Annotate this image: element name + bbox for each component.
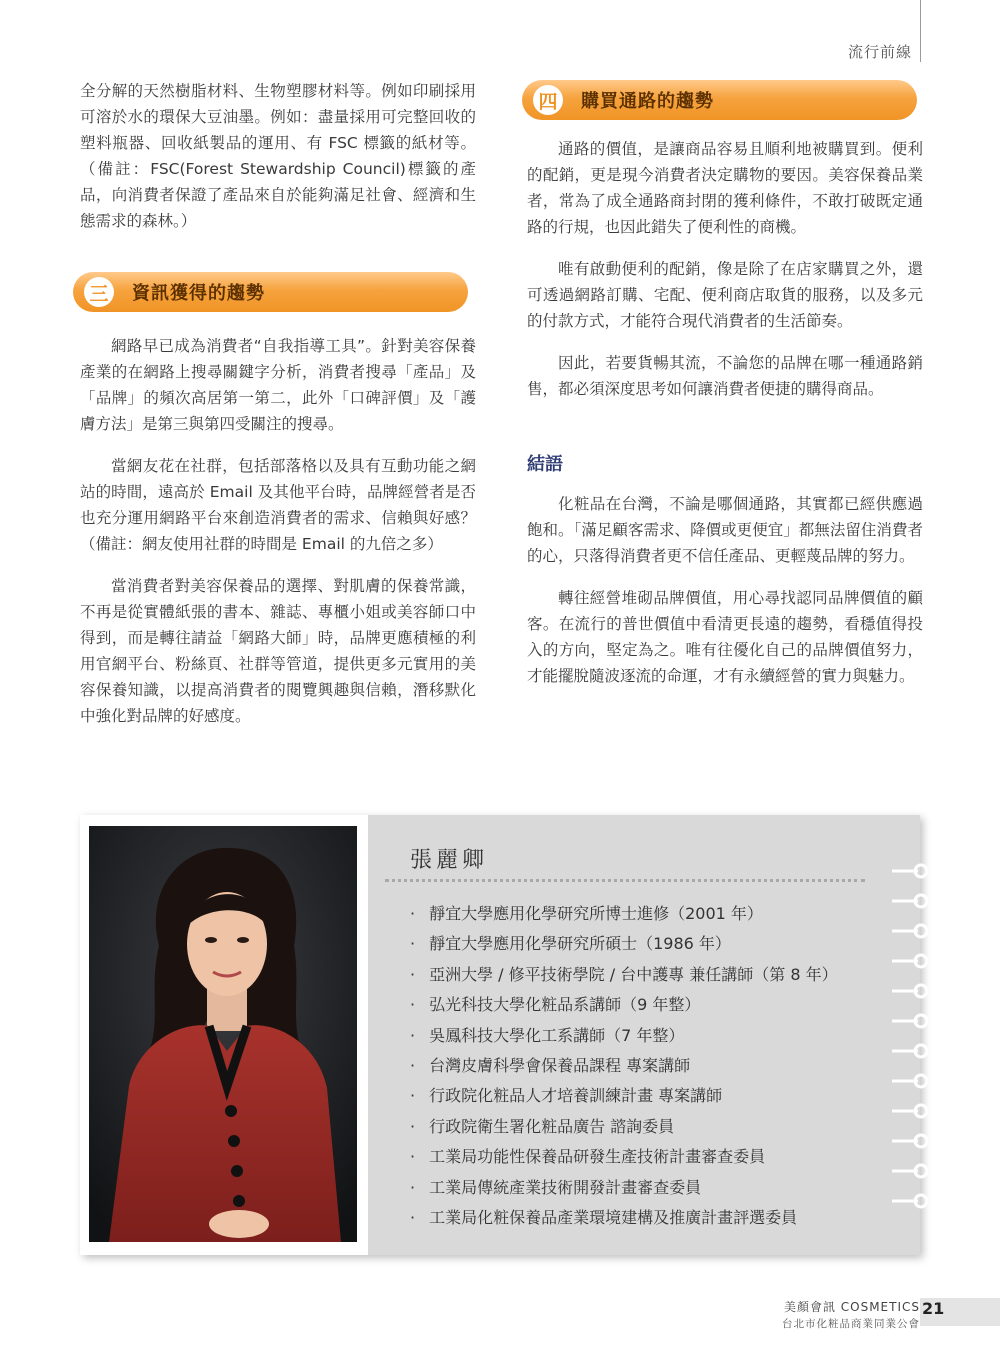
body-paragraph: 當消費者對美容保養品的選擇、對肌膚的保養常識，不再是從實體紙張的書本、雜誌、專櫃小姐或美容師口中得到，而是轉往請益「網路大師」時，品牌更應積極的利用官網平台、粉絲頁、社群等管道，提供更多元實用的美容保養知識，以提高消費者的閱覽興趣與信賴，潛移默化中強化對品牌的好感度。 [80, 577, 476, 725]
footer [782, 1298, 920, 1331]
body-paragraph: 唯有啟動便利的配銷，像是除了在店家購買之外，還可透過網路訂購、宅配、便利商店取貨的服務，以及多元的付款方式，才能符合現代消費者的生活節奏。 [527, 260, 923, 330]
credential-item: · 亞洲大學 / 修平技術學院 / 台中護專 兼任講師（第 8 年） [410, 960, 838, 990]
binder-ring-icon [892, 1133, 930, 1149]
author-name: 張麗卿 [410, 848, 489, 873]
credential-item: · 工業局功能性保養品研發生產技術計畫審查委員 [410, 1142, 838, 1172]
binder-ring-icon [892, 1013, 930, 1029]
binder-ring-icon [892, 953, 930, 969]
credential-item: · 行政院衛生署化粧品廣告 諮詢委員 [410, 1112, 838, 1142]
credential-item: · 靜宜大學應用化學研究所碩士（1986 年） [410, 929, 838, 959]
section-four-heading [522, 80, 917, 120]
section-four-body [527, 136, 923, 402]
section-three-heading [73, 272, 468, 312]
credential-item: · 吳鳳科技大學化工系講師（7 年整） [410, 1021, 838, 1051]
section-four-number: 四 [533, 85, 563, 115]
body-paragraph: 化粧品在台灣，不論是哪個通路，其實都已經供應過飽和。「滿足顧客需求、降價或更便宜」都無法留住消費者的心，只落得消費者更不信任產品、更輕蔑品牌的努力。 [527, 495, 923, 565]
binder-ring-icon [892, 863, 930, 879]
binder-rings [892, 863, 932, 1223]
body-paragraph: 當網友花在社群，包括部落格以及具有互動功能之網站的時間，遠高於 Email 及其他平台時，品牌經營者是否也充分運用網路平台來創造消費者的需求、信賴與好感？（備註：網友使用社群的時間是 Email 的九倍之多） [80, 457, 476, 553]
binder-ring-icon [892, 1043, 930, 1059]
section-three-number: 三 [84, 277, 114, 307]
credentials-list [410, 899, 838, 1233]
section-three-body [80, 333, 476, 729]
author-portrait [89, 826, 357, 1242]
page-number: 21 [920, 1298, 1000, 1326]
section-label: 流行前線 [848, 43, 913, 61]
binder-ring-icon [892, 1163, 930, 1179]
section-three-title: 資訊獲得的趨勢 [132, 283, 265, 304]
header-divider [920, 0, 921, 62]
credential-item: · 工業局傳統產業技術開發計畫審查委員 [410, 1173, 838, 1203]
body-paragraph: 通路的價值，是讓商品容易且順利地被購買到。便利的配銷，更是現今消費者決定購物的要因。美容保養品業者，常為了成全通路商封閉的獲利條件，不敢打破既定通路的行規，也因此錯失了便利性的商機。 [527, 140, 923, 236]
credential-item: · 台灣皮膚科學會保養品課程 專案講師 [410, 1051, 838, 1081]
binder-ring-icon [892, 923, 930, 939]
left-column [80, 78, 476, 234]
conclusion-heading: 結語 [527, 454, 563, 475]
photo-frame [80, 815, 368, 1255]
magazine-name: 美顏會訊 COSMETICS [783, 1300, 920, 1314]
section-four-title: 購買通路的趨勢 [581, 91, 714, 112]
credential-item: · 行政院化粧品人才培養訓練計畫 專案講師 [410, 1081, 838, 1111]
conclusion-body [527, 491, 923, 689]
binder-ring-icon [892, 1103, 930, 1119]
credential-item: · 工業局化粧保養品產業環境建構及推廣計畫評選委員 [410, 1203, 838, 1233]
author-profile [80, 815, 920, 1255]
binder-ring-icon [892, 1193, 930, 1209]
decorative-divider [385, 879, 865, 882]
body-paragraph: 因此，若要貨暢其流，不論您的品牌在哪一種通路銷售，都必須深度思考如何讓消費者便捷的購得商品。 [527, 354, 923, 398]
binder-ring-icon [892, 893, 930, 909]
body-paragraph: 轉往經營堆砌品牌價值，用心尋找認同品牌價值的顧客。在流行的普世價值中看清更長遠的趨勢，看穩值得投入的方向，堅定為之。唯有往優化自己的品牌價值努力，才能擺脫隨波逐流的命運，才有永續經營的實力與魅力。 [527, 589, 923, 685]
association-name: 台北市化粧品商業同業公會 [782, 1318, 920, 1330]
binder-ring-icon [892, 1073, 930, 1089]
intro-paragraph: 全分解的天然樹脂材料、生物塑膠材料等。例如印刷採用可溶於水的環保大豆油墨。例如：盡量採用可完整回收的塑料瓶器、回收紙製品的運用、有 FSC 標籤的紙材等。（備註：FSC(Forest Stewardship Council)標籤的產品，向消費者保證了產品來自於能夠滿足社會、經濟和生態需求的森林。） [80, 82, 476, 230]
credential-item: · 靜宜大學應用化學研究所博士進修（2001 年） [410, 899, 838, 929]
body-paragraph: 網路早已成為消費者“自我指導工具”。針對美容保養產業的在網路上搜尋關鍵字分析，消費者搜尋「產品」及「品牌」的頻次高居第一第二，此外「口碑評價」及「護膚方法」是第三與第四受關注的搜尋。 [80, 337, 476, 433]
credential-item: · 弘光科技大學化粧品系講師（9 年整） [410, 990, 838, 1020]
binder-ring-icon [892, 983, 930, 999]
